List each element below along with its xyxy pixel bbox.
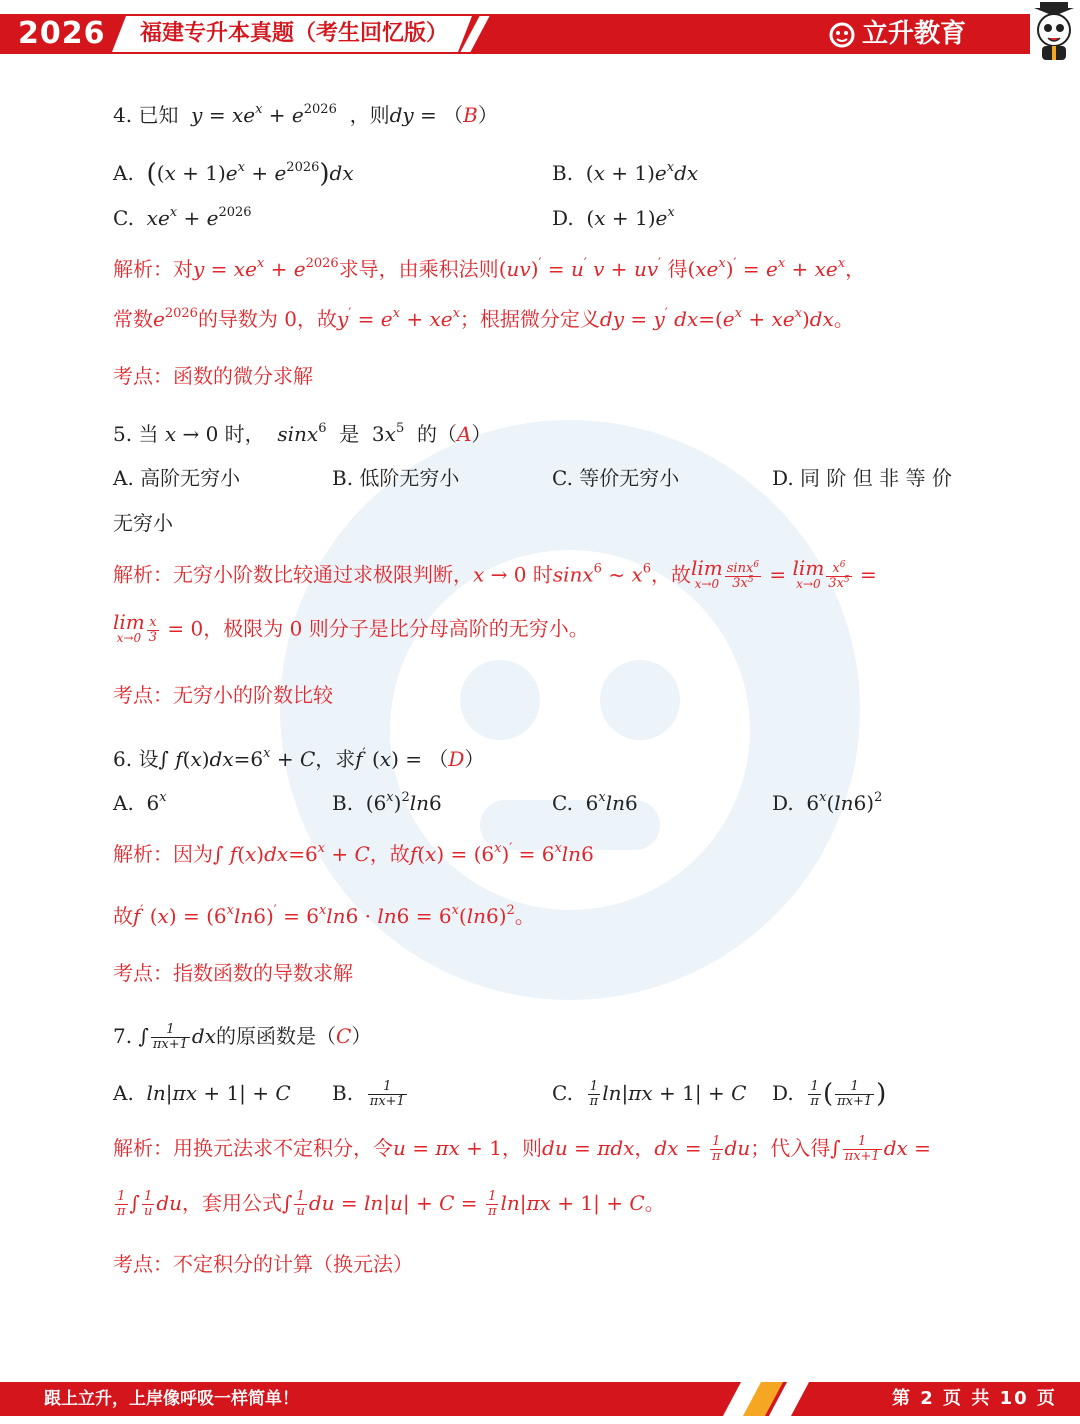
q7-analysis-text4: ，套用公式 bbox=[182, 1191, 283, 1215]
q5-analysis-text1: 无穷小阶数比较通过求极限判断， bbox=[173, 562, 473, 587]
q7-analysis-text2: ，则 bbox=[502, 1136, 543, 1160]
q4-option-d-label: D. bbox=[552, 206, 574, 230]
q6-option-c: C. 6$^x$ln6 bbox=[552, 790, 638, 815]
q7-analysis-text3: ；代入得 bbox=[750, 1136, 831, 1160]
q6-analysis-text3: 故 bbox=[113, 904, 133, 928]
q6-analysis-text1: 因为 bbox=[173, 842, 213, 866]
q5-analysis-text3: ，故 bbox=[651, 562, 691, 587]
q6-option-d: D. $6^x(\ln 6)^2$ bbox=[772, 790, 883, 815]
q6-analysis-label: 解析： bbox=[113, 842, 173, 866]
q4-option-c-label: C. bbox=[113, 206, 134, 230]
q7-option-b: B. $\frac{1}{\pi x+1}$ bbox=[332, 1079, 405, 1109]
q5-point: 考点：无穷小的阶数比较 bbox=[113, 683, 333, 707]
q5-option-c: C. 等价无穷小 bbox=[552, 466, 680, 490]
q4-stem: 4. 已知 $y = xe^x + e^{2026}$ ，则dy = （B） bbox=[113, 102, 498, 127]
q4-analysis-line1: 解析：对$y = xe^x + e^{2026}$求导，由乘积法则(uv)′ = u′ v + uv′ 得$(xe^x)' = e^x + xe^x$， bbox=[113, 256, 866, 281]
q5-stem-when: 时， bbox=[224, 422, 265, 446]
q7-option-d: D. $\frac{1}{\pi}$ ( $\frac{1}{\pi x+1}$ ) bbox=[772, 1079, 887, 1109]
q4-option-b: B. $(x + 1)e^xdx$ bbox=[552, 160, 699, 185]
q6-stem: 6. 设∫ $f(x)dx=6^x + C$，求f′ (x) = （D） bbox=[113, 746, 485, 771]
q4-analysis-text3: 得 bbox=[667, 257, 688, 281]
q7-option-a: A. ln|πx + 1| + C bbox=[113, 1081, 291, 1105]
q4-analysis-text5: 的导数为 0，故 bbox=[197, 307, 338, 331]
q4-point: 考点：函数的微分求解 bbox=[113, 364, 313, 388]
q5-option-d: D. 同 阶 但 非 等 价 bbox=[772, 466, 952, 490]
page-header bbox=[0, 0, 1080, 64]
q6-option-a: A. 6$^x$ bbox=[113, 790, 167, 815]
q6-option-b: B. $(6^x)^2\ln 6$ bbox=[332, 790, 442, 815]
q4-option-a-label: A. bbox=[113, 161, 134, 185]
footer-slogan: 跟上立升，上岸像呼吸一样简单！ bbox=[44, 1389, 299, 1409]
q6-answer: D bbox=[448, 747, 465, 771]
q6-analysis-line1: 解析：因为∫ $f(x)dx=6^x + C$，故$f(x) = (6^x)' = 6^x\ln 6$ bbox=[113, 841, 594, 866]
q5-analysis-label: 解析： bbox=[113, 562, 173, 587]
q5-option-b: B. 低阶无穷小 bbox=[332, 466, 460, 490]
q4-answer: B bbox=[463, 103, 478, 127]
brand-logo-icon bbox=[828, 21, 856, 49]
q4-analysis-text1: 对 bbox=[173, 257, 193, 281]
q5-analysis-line1: 解析：无穷小阶数比较通过求极限判断，x → 0 时sinx$^6$ ~ $x^6$，故 lim x→0 $\frac{\sin x^6}{3x^5}$ = lim x→0 $\frac{x^6}{3x^5}$ = bbox=[113, 556, 877, 591]
q5-analysis-text4: ，极限为 0 则分子是比分母高阶的无穷小。 bbox=[203, 616, 589, 641]
q6-stem-prefix: 6. 设 bbox=[113, 747, 159, 771]
q5-stem-prefix: 5. 当 bbox=[113, 422, 159, 446]
mascot-icon bbox=[1028, 0, 1080, 62]
q6-analysis-line2: 故f′ $(x) = (6^x\ln 6)' = 6^x\ln 6 \cdot \ln 6 = 6^x(\ln 6)^2$。 bbox=[113, 903, 535, 928]
q7-analysis-label: 解析： bbox=[113, 1136, 173, 1160]
q4-option-a: A. $((x + 1)e^x + e^{2026})dx$ bbox=[113, 159, 354, 189]
q5-option-a: A. 高阶无穷小 bbox=[113, 466, 241, 490]
q4-option-b-label: B. bbox=[552, 161, 574, 185]
q4-analysis-text4: 常数 bbox=[113, 307, 153, 331]
q7-analysis-line1: 解析：用换元法求不定积分，令u = πx + 1，则du = πdx，dx = $\frac{1}{\pi}$ du；代入得∫ $\frac{1}{\pi x+1}$ dx = bbox=[113, 1134, 931, 1164]
q7-option-c: C. $\frac{1}{\pi}$ ln|πx + 1| + C bbox=[552, 1079, 747, 1109]
q5-answer: A bbox=[456, 422, 472, 446]
header-year: 2026 bbox=[18, 16, 106, 51]
q4-analysis-label: 解析： bbox=[113, 257, 173, 281]
q4-analysis-text2: 求导，由乘积法则 bbox=[338, 257, 499, 281]
q7-analysis-text1: 用换元法求不定积分，令 bbox=[173, 1136, 393, 1160]
q5-analysis-line2: lim x→0 $\frac{x}{3}$ = 0，极限为 0 则分子是比分母高阶的无穷小。 bbox=[113, 610, 589, 645]
q5-stem: 5. 当 x → 0 时， sinx$^6$ 是 $3x^5$ 的（A） bbox=[113, 421, 492, 446]
q6-analysis-text2: ，故 bbox=[369, 842, 410, 866]
q4-stem-mid: ，则 bbox=[349, 103, 390, 127]
page-footer bbox=[0, 1380, 1080, 1420]
brand-name: 立升教育 bbox=[862, 19, 967, 49]
brand-logo bbox=[828, 14, 966, 54]
q4-analysis-text6: ；根据微分定义 bbox=[459, 307, 600, 331]
q5-analysis-text2: 时 bbox=[532, 562, 553, 587]
q4-option-d: D. $(x + 1)e^x$ bbox=[552, 205, 675, 230]
q7-stem-mid: 的原函数是（ bbox=[216, 1024, 337, 1048]
q6-point: 考点：指数函数的导数求解 bbox=[113, 961, 353, 985]
q4-stem-prefix: 4. 已知 bbox=[113, 103, 179, 127]
q5-option-d-cont: 无穷小 bbox=[113, 511, 173, 535]
q7-point: 考点：不定积分的计算（换元法） bbox=[113, 1252, 413, 1276]
q5-stem-of: 的（ bbox=[416, 422, 457, 446]
q5-stem-is: 是 bbox=[339, 422, 360, 446]
q7-analysis-line2: $\frac{1}{\pi}$ ∫ $\frac{1}{u}$ du，套用公式∫ $\frac{1}{u}$ du = ln|u| + C = $\frac{1}{\pi}$ ln|πx + 1| + C。 bbox=[117, 1189, 665, 1219]
q4-option-c: C. $xe^x + e^{2026}$ bbox=[113, 205, 252, 230]
q6-stem-mid: ，求 bbox=[315, 747, 356, 771]
q7-stem-prefix: 7. bbox=[113, 1024, 133, 1048]
q4-analysis-line2: 常数$e^{2026}$的导数为 0，故$y' = e^x + xe^x$；根据微分定义dy = y′ $dx=(e^x + xe^x)dx$。 bbox=[113, 306, 854, 331]
header-title: 福建专升本真题（考生回忆版） bbox=[140, 21, 449, 46]
page-number: 第 2 页 共 10 页 bbox=[892, 1388, 1057, 1409]
q7-stem: 7. ∫ $\frac{1}{\pi x+1}$ dx的原函数是（C） bbox=[113, 1022, 372, 1052]
q7-answer: C bbox=[336, 1024, 352, 1048]
